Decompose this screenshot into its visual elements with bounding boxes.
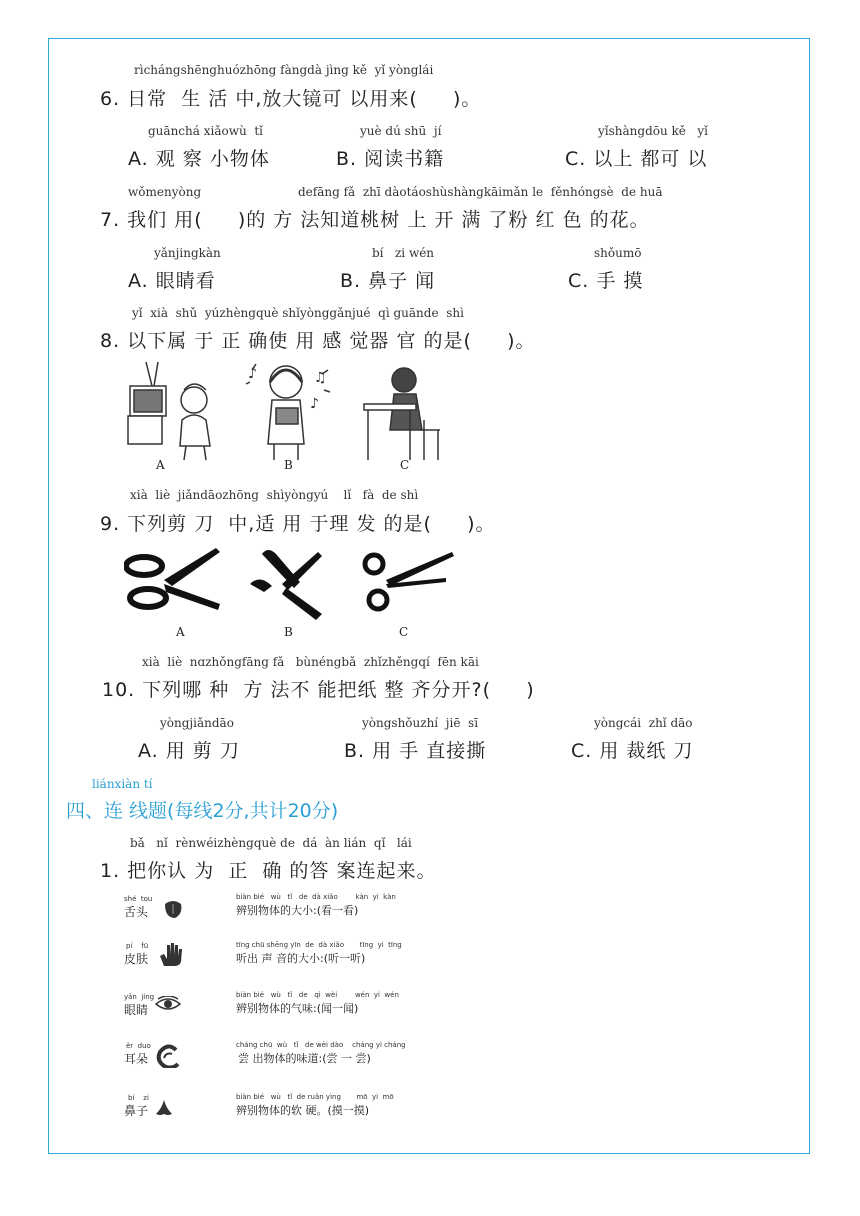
right-pinyin-4: cháng chū wù tǐ de wèi dào cháng yi cháng [236, 1041, 406, 1049]
left-pinyin-4: ěr duo [126, 1042, 151, 1050]
left-word-5: 鼻子 [124, 1104, 149, 1118]
left-word-3: 眼睛 [124, 1003, 149, 1017]
q7-text: 7. 我们 用( )的 方 法知道桃树 上 开 满 了粉 红 色 的花。 [100, 209, 650, 231]
left-pinyin-5: bí zi [128, 1094, 149, 1102]
svg-text:♪: ♪ [310, 396, 319, 412]
q6-option-c: C. 以上 都可 以 [565, 148, 708, 170]
q9-label-a: A [176, 625, 185, 639]
music-listening-picture [246, 364, 330, 460]
q6-option-b-pinyin: yuè dú shū jí [360, 124, 442, 138]
q8-pinyin: yǐ xià shǔ yúzhèngquè shǐyònggǎnjué qì guānde shì [132, 306, 464, 320]
q10-option-a: A. 用 剪 刀 [138, 740, 240, 762]
q9-pinyin: xià liè jiǎndāozhōng shìyòngyú lǐ fà de shì [130, 488, 419, 502]
q7-pinyin-left: wǒmenyòng [128, 185, 202, 199]
q6-option-a-pinyin: guānchá xiǎowù tǐ [148, 124, 263, 138]
right-pinyin-3: biàn bié wù tǐ de qì wèi wén yi wén [236, 991, 399, 999]
right-desc-3[interactable]: 辨别物体的气味:(闻一闻) [236, 1002, 359, 1015]
right-desc-1[interactable]: 辨别物体的大小:(看一看) [236, 904, 359, 917]
right-pinyin-5: biàn bié wù tǐ de ruǎn yìng mō yi mō [236, 1093, 394, 1101]
desk-reading-picture [364, 368, 440, 460]
svg-text:♪: ♪ [248, 366, 257, 382]
q7-option-a-pinyin: yǎnjingkàn [154, 246, 221, 260]
q10-pinyin: xià liè nɑzhǒngfāng fǎ bùnéngbǎ zhǐzhěngqí fēn kāi [142, 655, 479, 669]
nose-icon[interactable] [154, 1098, 174, 1118]
right-desc-5[interactable]: 辨别物体的软 硬。(摸一摸) [236, 1104, 370, 1117]
q7-option-c: C. 手 摸 [568, 270, 644, 292]
kitchen-scissors-icon [126, 548, 220, 610]
match-pinyin: bǎ nǐ rènwéizhèngquè de dá àn lián qǐ lái [130, 836, 412, 850]
left-word-2: 皮肤 [124, 952, 149, 966]
right-pinyin-2: tīng chū shēng yīn de dà xiǎo tīng yi tīng [236, 941, 402, 949]
left-pinyin-3: yǎn jing [124, 993, 155, 1001]
match-instruction: 1. 把你认 为 正 确 的答 案连起来。 [100, 860, 437, 882]
q10-option-b: B. 用 手 直接撕 [344, 740, 487, 762]
q7-option-c-pinyin: shǒumō [594, 246, 642, 260]
hair-scissors-icon [365, 552, 454, 609]
left-word-4: 耳朵 [124, 1052, 149, 1066]
ear-icon[interactable] [156, 1044, 180, 1068]
q8-text: 8. 以下属 于 正 确使 用 感 觉器 官 的是( )。 [100, 330, 536, 352]
q10-option-a-pinyin: yòngjiǎndāo [160, 716, 234, 730]
q10-option-c: C. 用 裁纸 刀 [571, 740, 694, 762]
q9-pictures [124, 544, 464, 624]
pruning-shears-icon [250, 550, 322, 620]
q9-text: 9. 下列剪 刀 中,适 用 于理 发 的是( )。 [100, 513, 496, 535]
q7-option-a: A. 眼睛看 [128, 270, 216, 292]
svg-text:♫: ♫ [314, 370, 327, 386]
q9-label-c: C [399, 625, 409, 639]
right-desc-2[interactable]: 听出 声 音的大小:(听一听) [236, 952, 366, 965]
q6-pinyin: rìchángshēnghuózhōng fàngdà jìng kě yǐ yònglái [134, 63, 434, 77]
q8-label-b: B [284, 458, 293, 472]
q7-option-b: B. 鼻子 闻 [340, 270, 436, 292]
q9-label-b: B [284, 625, 293, 639]
section4-pinyin: liánxiàn tí [92, 777, 153, 791]
q8-label-a: A [156, 458, 165, 472]
q6-text: 6. 日常 生 活 中,放大镜可 以用来( )。 [100, 88, 482, 110]
tv-watching-picture [128, 362, 210, 460]
q10-option-c-pinyin: yòngcái zhǐ dāo [594, 716, 693, 730]
hand-icon[interactable] [158, 942, 182, 968]
q6-option-b: B. 阅读书籍 [336, 148, 445, 170]
q7-pinyin-right: defāng fǎ zhī dàotáoshùshàngkāimǎn le fěnhóngsè de huā [298, 185, 663, 199]
q10-option-b-pinyin: yòngshǒuzhí jiē sī [362, 716, 479, 730]
right-pinyin-1: biàn bié wù tǐ de dà xiǎo kàn yi kàn [236, 893, 396, 901]
q7-option-b-pinyin: bí zi wén [372, 246, 435, 260]
q6-option-c-pinyin: yǐshàngdōu kě yǐ [598, 124, 708, 138]
q10-text: 10. 下列哪 种 方 法不 能把纸 整 齐分开?( ) [102, 679, 535, 701]
left-word-1: 舌头 [124, 905, 149, 919]
right-desc-4[interactable]: 尝 出物体的味道:(尝 一 尝) [238, 1052, 371, 1065]
eye-icon[interactable] [154, 996, 182, 1012]
q8-label-c: C [400, 458, 410, 472]
left-pinyin-1: shé tou [124, 895, 153, 903]
section4-title: 四、连 线题(每线2分,共计20分) [66, 800, 339, 822]
tongue-icon[interactable] [162, 898, 184, 920]
left-pinyin-2: pí fū [126, 942, 149, 950]
q6-option-a: A. 观 察 小物体 [128, 148, 270, 170]
